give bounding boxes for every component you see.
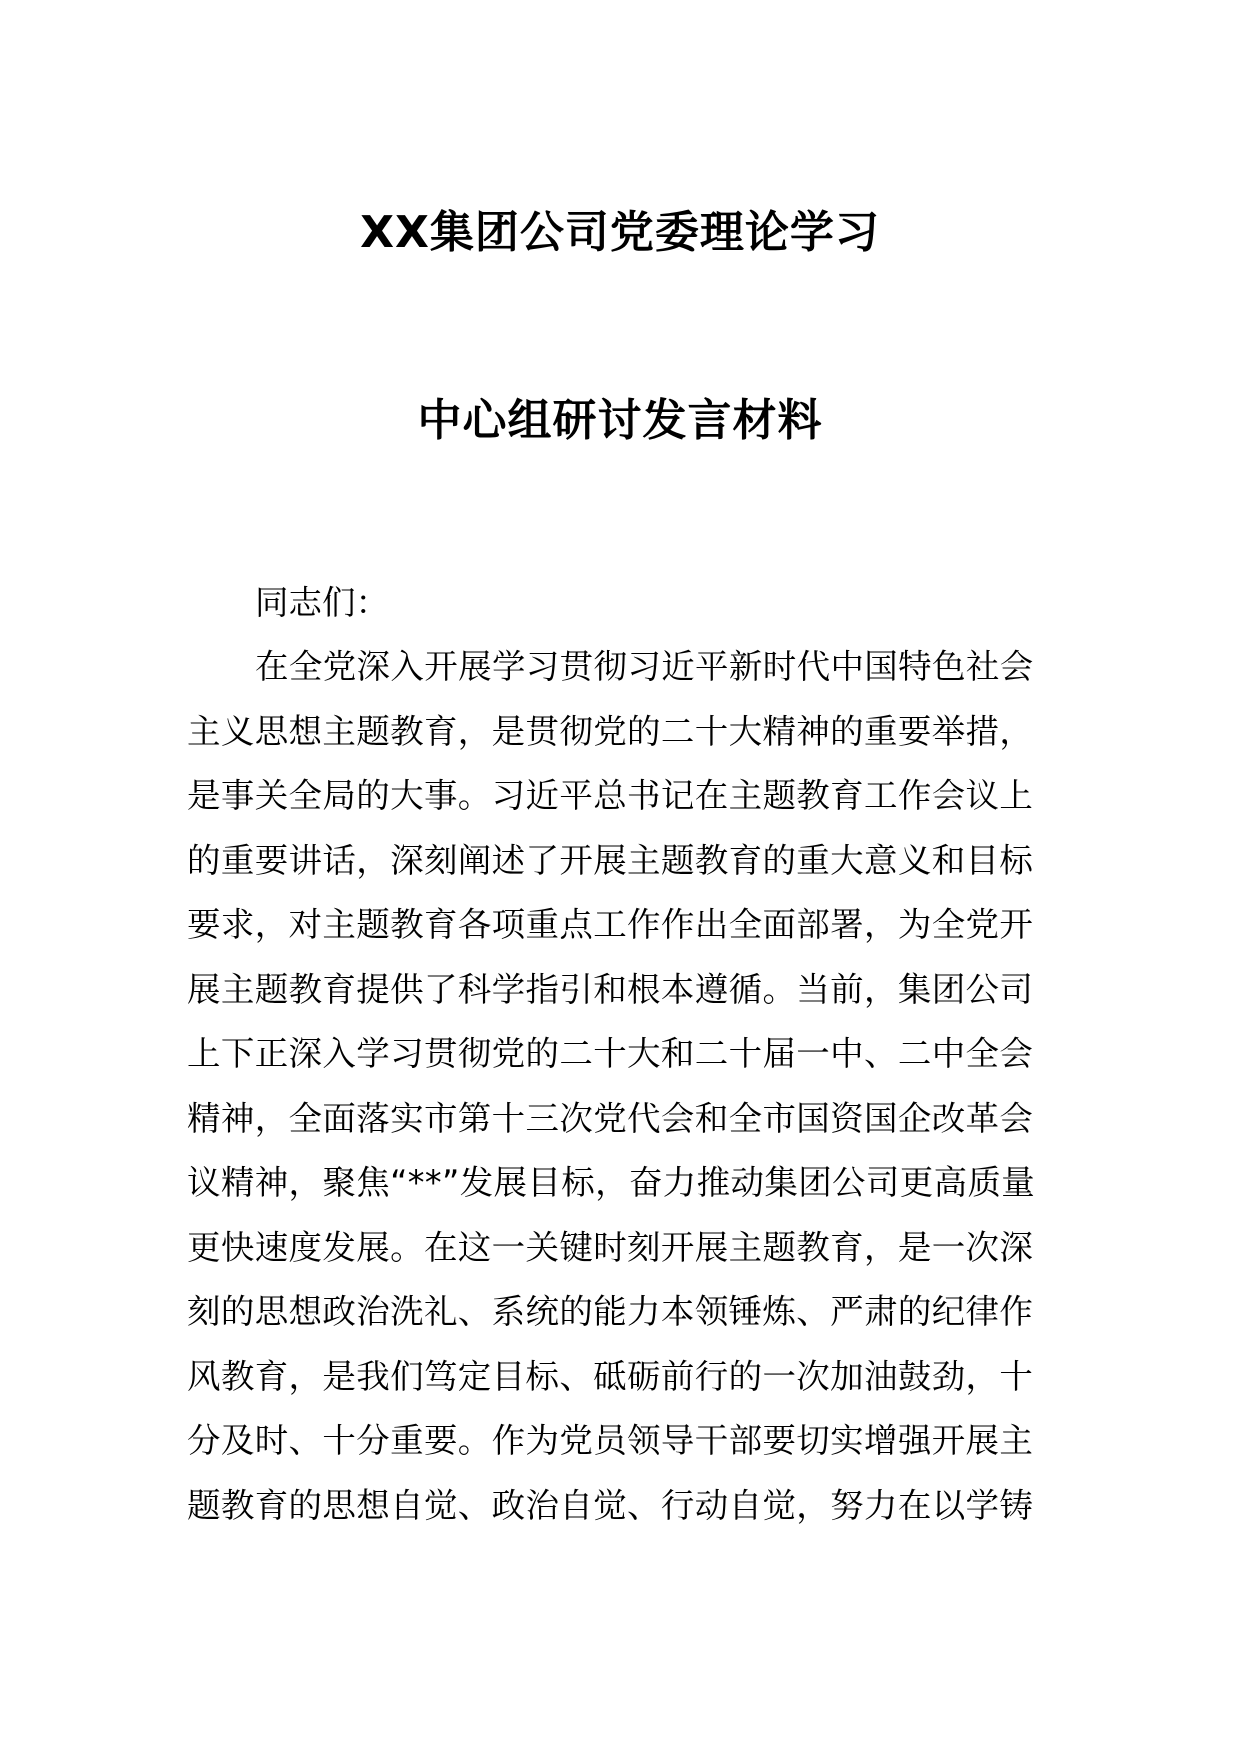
document-title-line-2: 中心组研讨发言材料 (417, 395, 823, 446)
document-title-line-1: XX集团公司党委理论学习 (360, 207, 880, 258)
salutation: 同志们： (255, 583, 389, 622)
body-paragraph: 在全党深入开展学习贯彻习近平新时代中国特色社会主义思想主题教育，是贯彻党的二十大精神的重要举措，是事关全局的大事。习近平总书记在主题教育工作会议上的重要讲话，深刻阐述了开展主题教育的重大意义和目标要求，对主题教育各项重点工作作出全面部署，为全党开展主题教育提供了科学指引和根本遵循。当前，集团公司上下正深入学习贯彻党的二十大和二十届一中、二中全会精神，全面落实市第十三次党代会和全市国资国企改革会议精神，聚焦“**”发展目标，奋力推动集团公司更高质量更快速度发展。在这一关键时刻开展主题教育，是一次深刻的思想政治洗礼、系统的能力本领锤炼、严肃的纪律作风教育，是我们笃定目标、砥砺前行的一次加油鼓劲，十分及时、十分重要。作为党员领导干部要切实增强开展主题教育的思想自觉、政治自觉、行动自觉，努力在以学铸 (187, 647, 1036, 1525)
